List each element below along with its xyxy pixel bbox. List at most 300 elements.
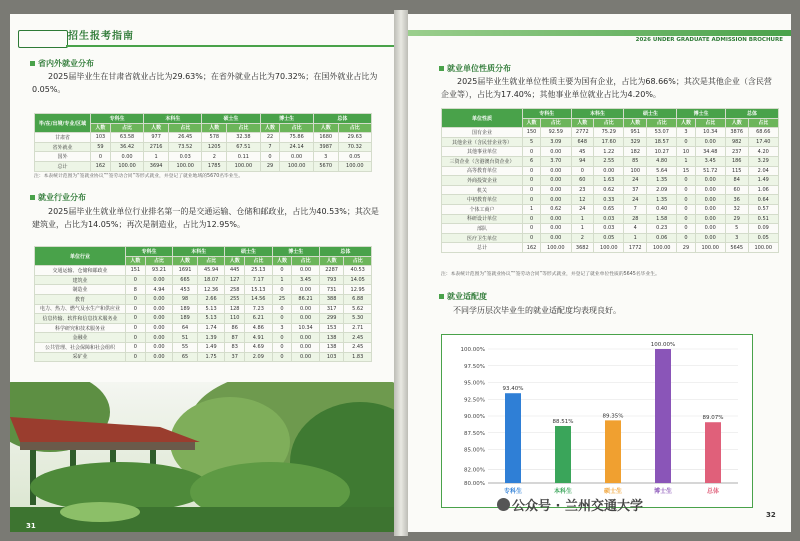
bar-4 [705,422,721,483]
table-row [35,294,372,304]
table-cell: 29.63 [338,133,371,143]
table-cell: 36 [725,195,748,205]
table-header-cell: 单位性质 [442,109,523,128]
table-header-cell: 硕士生 [624,109,677,119]
y-tick-label: 97.50% [464,363,485,370]
table-subheader-cell: 人数 [225,256,245,266]
table-subheader-cell: 人数 [126,256,146,266]
table-cell: 0 [126,294,146,304]
table-row [442,204,779,214]
table-cell: 648 [571,137,594,147]
header-title: 招生报考指南 [68,31,134,42]
table-cell: 29 [725,214,748,224]
table-cell: 0.03 [594,214,624,224]
table-cell: 0.00 [695,176,725,186]
table-subheader-cell: 占比 [110,123,143,133]
table-subheader-cell: 占比 [169,123,202,133]
table-cell: 0.00 [695,233,725,243]
table-cell: 0.33 [594,195,624,205]
table-row [442,156,779,166]
table-cell: 24 [624,176,647,186]
campus-photo [10,382,397,532]
table-cell: 0.00 [292,266,319,276]
table-cell: 0.05 [748,233,779,243]
table-cell: 28 [624,214,647,224]
table-cell: 34.48 [695,147,725,157]
table-cell: 科学研究和技术服务业 [35,323,126,333]
table-cell: 6.88 [344,294,372,304]
table-cell: 0.00 [541,147,571,157]
table-cell: 189 [173,304,198,314]
table-cell: 162 [523,243,541,253]
table-cell: 3 [313,152,338,162]
table-cell: 0.57 [748,204,779,214]
table-cell: 53.07 [647,128,677,138]
table-cell: 0.00 [145,304,172,314]
table-cell: 182 [624,147,647,157]
table-cell: 0.64 [748,195,779,205]
table-cell: 3.29 [748,156,779,166]
table-cell: 12.36 [197,285,224,295]
table-cell: 0.00 [110,152,143,162]
unit-type-table-note: 注：本表统计范围为“签就业协议”“签劳动合同”等形式就业，并登记了就业单位性质的5645名毕业生。 [441,272,660,277]
table-subheader-cell: 占比 [344,256,372,266]
table-cell: 0.00 [541,224,571,234]
table-cell: 0.00 [292,314,319,324]
table-cell: 1 [571,214,594,224]
table-cell: 100.00 [110,161,143,171]
table-header-cell: 总体 [319,247,371,257]
y-tick-label: 82.00% [464,467,485,474]
table-cell: 150 [523,128,541,138]
table-cell: 省外就业 [35,142,91,152]
table-cell: 29 [260,161,280,171]
region-table [34,113,372,172]
table-cell: 5.13 [197,304,224,314]
table-cell: 60 [571,176,594,186]
table-header-cell: 硕士生 [225,247,272,257]
table-cell: 299 [319,314,344,324]
table-cell: 0.00 [145,342,172,352]
bar-1 [555,426,571,483]
table-cell: 0.00 [695,214,725,224]
table-cell: 0 [677,214,695,224]
table-row [442,147,779,157]
table-cell: 67.51 [227,142,260,152]
table-cell: 2.45 [344,342,372,352]
table-row [35,352,372,362]
table-cell: 100.00 [338,161,371,171]
table-cell: 388 [319,294,344,304]
table-cell: 0.00 [292,285,319,295]
table-cell: 40.53 [344,266,372,276]
table-cell: 机关 [442,185,523,195]
table-cell: 制造业 [35,285,126,295]
table-cell: 0.23 [647,224,677,234]
table-cell: 0.00 [145,323,172,333]
table-cell: 0 [272,285,292,295]
table-cell: 186 [725,156,748,166]
table-cell: 2.71 [344,323,372,333]
table-cell: 1680 [313,133,338,143]
table-cell: 公共管理、社会保障和社会组织 [35,342,126,352]
table-cell: 国有企业 [442,128,523,138]
x-category-label: 博士生 [653,488,673,495]
table-cell: 1205 [202,142,227,152]
table-header-cell: 本科生 [173,247,225,257]
table-cell: 12 [571,195,594,205]
table-subheader-cell: 人数 [313,123,338,133]
table-row [35,266,372,276]
table-cell: 高等教育单位 [442,166,523,176]
table-subheader-cell: 人数 [272,256,292,266]
table-row [442,128,779,138]
table-cell: 0.51 [748,214,779,224]
table-subheader-cell: 占比 [647,118,677,128]
table-cell: 317 [319,304,344,314]
table-cell: 0.00 [145,314,172,324]
table-cell: 18.07 [197,275,224,285]
table-header-cell: 专科生 [523,109,572,119]
table-cell: 1.63 [594,176,624,186]
watermark-text: 公众号 · 兰州交通大学 [512,499,643,514]
table-cell: 51 [173,333,198,343]
table-cell: 23 [571,185,594,195]
table-cell: 电力、热力、燃气及水生产和供应业 [35,304,126,314]
table-cell: 5 [725,224,748,234]
table-cell: 6.21 [245,314,272,324]
table-cell: 1.35 [647,176,677,186]
table-cell: 162 [91,161,111,171]
table-cell: 5645 [725,243,748,253]
table-cell: 977 [144,133,169,143]
table-cell: 578 [202,133,227,143]
table-cell: 75.29 [594,128,624,138]
table-cell: 75.86 [280,133,313,143]
table-cell: 100.00 [748,243,779,253]
table-cell: 73.52 [169,142,202,152]
table-cell: 2716 [144,142,169,152]
section-title-fit: 就业适配度 [439,291,487,302]
table-cell: 3 [677,128,695,138]
table-cell: 151 [126,266,146,276]
table-row [35,142,372,152]
bar-value-label: 89.07% [702,415,724,422]
table-cell: 1 [523,204,541,214]
table-cell: 15 [677,166,695,176]
table-cell: 45 [571,147,594,157]
left-page-number: 31 [26,522,36,530]
table-cell: 3682 [571,243,594,253]
table-cell: 1 [624,233,647,243]
table-cell: 0.00 [695,195,725,205]
table-cell: 2.55 [594,156,624,166]
table-cell: 453 [173,285,198,295]
table-cell: 24 [571,204,594,214]
table-cell: 0.00 [695,224,725,234]
table-cell: 15.13 [245,285,272,295]
table-cell: 其他企业（含民营企业等） [442,137,523,147]
table-cell: 0 [677,176,695,186]
table-cell: 24.14 [280,142,313,152]
table-cell: 0.00 [292,333,319,343]
table-cell: 0 [677,195,695,205]
table-cell: 0 [272,304,292,314]
table-cell: 100.00 [541,243,571,253]
table-cell: 金融业 [35,333,126,343]
table-cell: 5.30 [344,314,372,324]
table-cell: 2.09 [245,352,272,362]
table-header-cell: 博士生 [677,109,726,119]
right-header [403,30,791,44]
table-cell: 0 [523,195,541,205]
table-row [442,176,779,186]
table-cell: 2.09 [647,185,677,195]
table-cell: 138 [319,342,344,352]
table-cell: 4 [624,224,647,234]
table-cell: 32 [725,204,748,214]
table-cell: 5.62 [344,304,372,314]
table-cell: 0.09 [748,224,779,234]
table-header-cell: 毕/在/出境/专业/区域 [35,114,91,133]
table-header-cell: 博士生 [260,114,313,124]
table-cell: 1 [677,156,695,166]
book-spine [394,10,408,536]
table-cell: 36.42 [110,142,143,152]
table-cell: 8 [126,285,146,295]
table-cell: 0.00 [280,152,313,162]
table-cell: 0 [91,152,111,162]
table-cell: 5.64 [647,166,677,176]
table-cell: 2 [571,233,594,243]
table-cell: 0 [272,314,292,324]
table-cell: 255 [225,294,245,304]
table-cell: 10.34 [695,128,725,138]
table-row [442,243,779,253]
fit-chart [441,334,753,508]
table-cell: 0.00 [145,294,172,304]
table-cell: 2.45 [344,333,372,343]
table-cell: 0 [677,204,695,214]
table-cell: 153 [319,323,344,333]
table-cell: 18.57 [647,137,677,147]
table-cell: 0.00 [541,195,571,205]
y-tick-label: 100.00% [460,347,485,353]
bar-value-label: 89.35% [602,413,624,420]
table-cell: 3.09 [541,137,571,147]
table-cell: 94 [571,156,594,166]
table-subheader-cell: 占比 [197,256,224,266]
table-cell: 0.03 [169,152,202,162]
table-row [442,137,779,147]
fit-chart-svg [442,335,752,507]
table-cell: 5670 [313,161,338,171]
table-cell: 100.00 [280,161,313,171]
table-cell: 6 [523,156,541,166]
table-row [35,161,372,171]
x-category-label: 本科生 [553,488,573,495]
table-cell: 0.00 [541,233,571,243]
table-cell: 0 [523,233,541,243]
table-cell: 793 [319,275,344,285]
table-subheader-cell: 人数 [624,118,647,128]
fit-paragraph: 不同学历层次毕业生的就业适配度均表现良好。 [453,306,621,315]
table-cell: 3 [725,233,748,243]
table-row [35,133,372,143]
table-cell: 0.40 [647,204,677,214]
table-row [442,195,779,205]
table-cell: 92.59 [541,128,571,138]
table-subheader-cell: 占比 [748,118,779,128]
header-line [66,45,396,47]
table-cell: 1785 [202,161,227,171]
table-cell: 总计 [442,243,523,253]
table-cell: 采矿业 [35,352,126,362]
table-cell: 29 [677,243,695,253]
table-cell: 3 [272,323,292,333]
university-logo [18,30,68,48]
table-cell: 0 [126,352,146,362]
table-cell: 其他事业单位 [442,147,523,157]
table-cell: 7 [260,142,280,152]
table-cell: 189 [173,314,198,324]
right-page-number: 32 [766,511,776,519]
table-cell: 建筑业 [35,275,126,285]
table-cell: 0.62 [541,204,571,214]
table-cell: 2287 [319,266,344,276]
table-cell: 3.45 [292,275,319,285]
table-cell: 7 [624,204,647,214]
table-cell: 0.00 [695,204,725,214]
table-cell: 0 [126,275,146,285]
bar-2 [605,420,621,483]
table-header-cell: 单位行业 [35,247,126,266]
table-cell: 138 [319,333,344,343]
table-subheader-cell: 占比 [594,118,624,128]
table-cell: 0.00 [594,166,624,176]
table-row [35,333,372,343]
table-cell: 70.32 [338,142,371,152]
table-cell: 98 [173,294,198,304]
table-cell: 0.65 [594,204,624,214]
table-subheader-cell: 人数 [725,118,748,128]
table-cell: 1 [571,224,594,234]
table-cell: 17.40 [748,137,779,147]
table-cell: 1.83 [344,352,372,362]
table-subheader-cell: 占比 [227,123,260,133]
table-cell: 国外 [35,152,91,162]
table-cell: 0.00 [541,166,571,176]
table-cell: 84 [725,176,748,186]
table-cell: 0.00 [695,185,725,195]
table-cell: 63.58 [110,133,143,143]
right-page [403,14,791,532]
table-cell: 1772 [624,243,647,253]
table-row [442,166,779,176]
table-subheader-cell: 占比 [541,118,571,128]
table-cell: 0 [272,352,292,362]
table-cell: 4.94 [145,285,172,295]
table-cell: 86 [225,323,245,333]
table-header-cell: 博士生 [272,247,319,257]
table-cell: 10 [677,147,695,157]
table-cell: 110 [225,314,245,324]
x-category-label: 总体 [706,488,720,495]
table-cell: 982 [725,137,748,147]
table-cell: 17.60 [594,137,624,147]
table-cell: 0.05 [338,152,371,162]
table-cell: 127 [225,275,245,285]
table-cell: 59 [91,142,111,152]
section-title-unit-type: 就业单位性质分布 [439,63,511,74]
table-cell: 14.05 [344,275,372,285]
table-cell: 4.80 [647,156,677,166]
table-cell: 64 [173,323,198,333]
table-cell: 10.27 [647,147,677,157]
table-subheader-cell: 人数 [677,118,695,128]
table-cell: 100.00 [227,161,260,171]
table-cell: 128 [225,304,245,314]
table-cell: 83 [225,342,245,352]
table-cell: 0 [272,266,292,276]
table-subheader-cell: 人数 [173,256,198,266]
table-cell: 7.23 [245,304,272,314]
table-row [442,214,779,224]
table-subheader-cell: 占比 [280,123,313,133]
section-title-industry: 就业行业分布 [30,192,86,203]
table-cell: 100.00 [594,243,624,253]
table-cell: 26.45 [169,133,202,143]
y-tick-label: 92.50% [464,397,485,404]
table-row [442,233,779,243]
table-subheader-cell: 占比 [145,256,172,266]
table-subheader-cell: 占比 [245,256,272,266]
wechat-icon [497,498,510,511]
table-cell: 65 [173,352,198,362]
y-tick-label: 85.00% [464,447,485,454]
left-page [10,14,397,532]
table-cell: 医疗卫生单位 [442,233,523,243]
table-cell: 1691 [173,266,198,276]
table-cell: 0 [523,176,541,186]
table-cell: 5.13 [197,314,224,324]
table-row [35,275,372,285]
table-cell: 0 [523,185,541,195]
table-subheader-cell: 人数 [91,123,111,133]
table-cell: 329 [624,137,647,147]
table-header-cell: 本科生 [571,109,624,119]
table-cell: 0 [523,147,541,157]
table-subheader-cell: 人数 [571,118,594,128]
table-cell: 4.69 [245,342,272,352]
industry-table [34,246,372,362]
table-cell: 三资企业（含港澳台资企业） [442,156,523,166]
table-cell: 0 [677,185,695,195]
table-cell: 0 [677,233,695,243]
section-title-region: 省内外就业分布 [30,58,94,69]
table-cell: 0.00 [145,275,172,285]
table-cell: 4.86 [245,323,272,333]
table-cell: 5 [523,137,541,147]
table-cell: 1.22 [594,147,624,157]
table-subheader-cell: 人数 [202,123,227,133]
table-cell: 0 [272,333,292,343]
table-cell: 665 [173,275,198,285]
table-cell: 0 [677,137,695,147]
table-subheader-cell: 人数 [319,256,344,266]
industry-paragraph: 2025届毕业生就业单位行业排名第一的是交通运输、仓储和邮政业，占比为40.53%；其次是建筑业，占比为14.05%；再次是制造业，占比为12.95%。 [32,207,379,229]
table-cell: 85 [624,156,647,166]
